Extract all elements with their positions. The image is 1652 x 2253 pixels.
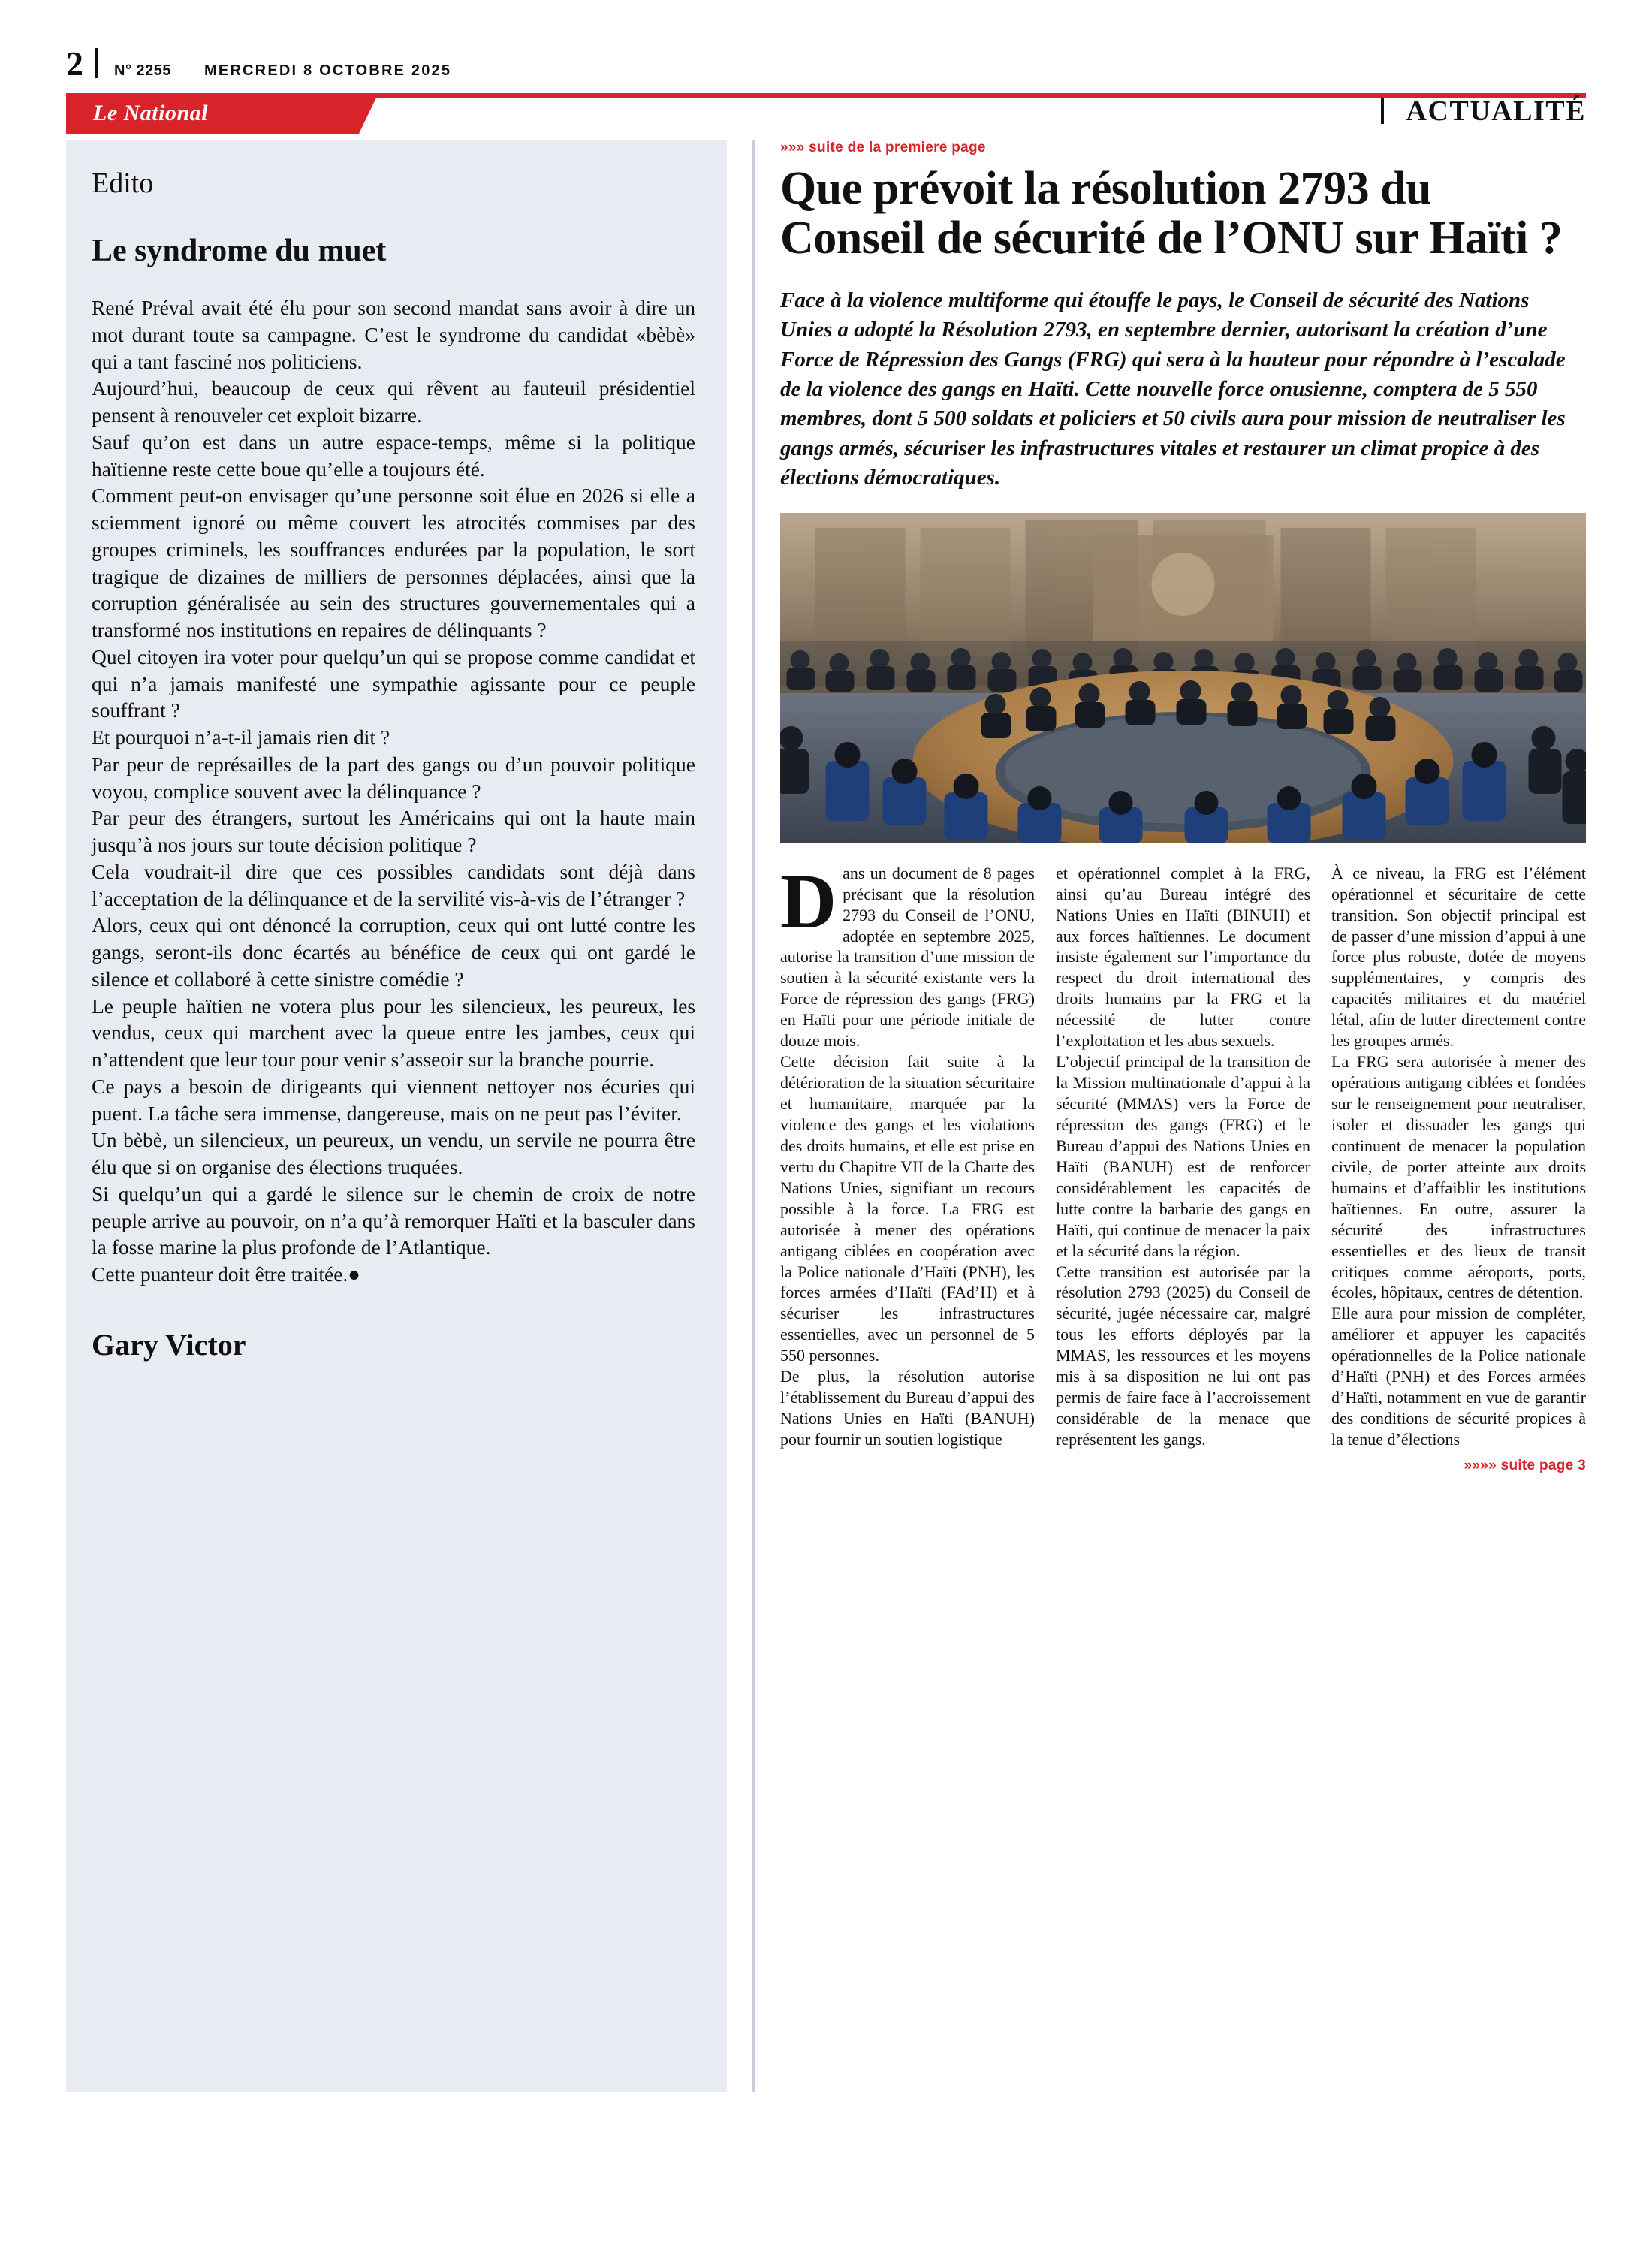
edito-signature: Gary Victor bbox=[92, 1327, 246, 1362]
section-label bbox=[1381, 95, 1586, 128]
article-column-1 bbox=[780, 858, 1035, 1450]
edito-paragraph: Cela voudrait-il dire que ces possibles candidats sont déjà dans l’acceptation de la délinquance et de la servilité vis-à-vis de l’étranger ? bbox=[92, 859, 695, 910]
page-number: 2 bbox=[66, 44, 83, 83]
brand-flag bbox=[66, 93, 359, 134]
article-paragraph: Dans un document de 8 pages précisant que la résolution 2793 du Conseil de l’ONU, adoptée en septembre 2025, autorise la transition d’une mission de soutien à la sécurité existante vers la Force de répression des gangs (FRG) en Haïti pour une période initiale de douze mois. bbox=[780, 858, 1035, 1051]
edito-paragraph: Cette puanteur doit être traitée.● bbox=[92, 1262, 360, 1286]
edito-paragraph: Sauf qu’on est dans un autre espace-temps, même si la politique haïtienne reste cette boue qu’elle a toujours été. bbox=[92, 430, 695, 481]
article-column bbox=[780, 140, 1586, 2092]
edito-column bbox=[66, 140, 727, 2092]
edito-kicker: Edito bbox=[92, 167, 154, 199]
column-divider bbox=[752, 140, 755, 2092]
edito-paragraph: Par peur des étrangers, surtout les Américains qui ont la haute main jusqu’à nos jours sur toute décision politique ? bbox=[92, 806, 695, 856]
article-headline: Que prévoit la résolution 2793 du Conseil de sécurité de l’ONU sur Haïti ? bbox=[780, 163, 1563, 264]
article-column-3 bbox=[1331, 863, 1586, 1450]
masthead bbox=[66, 0, 1586, 127]
article-paragraph: À ce niveau, la FRG est l’élément opérationnel et sécuritaire de cette transition. Son objectif principal est de passer d’une mission d’appui à une force plus robuste, dotée de moyens supplémentaires, y compris des capacités militaires et du matériel létal, afin de lutter directement contre les groupes armés. bbox=[1331, 863, 1586, 1051]
brand-name: Le National bbox=[93, 101, 208, 125]
folio-row bbox=[66, 45, 1586, 84]
article-paragraph: De plus, la résolution autorise l’établissement du Bureau d’appui des Nations Unies en Haïti (BANUH) pour fournir un soutien logistique bbox=[780, 1367, 1035, 1449]
issue-number: N° 2255 bbox=[114, 62, 171, 79]
page-content bbox=[66, 140, 1586, 2092]
security-council-chamber-image bbox=[780, 513, 1586, 843]
article-photo bbox=[780, 513, 1586, 843]
edito-paragraph: Si quelqu’un qui a gardé le silence sur le chemin de croix de notre peuple arrive au pouvoir, on n’a qu’à remorquer Haïti et la basculer dans la fosse marine la plus profonde de l’Atlantique. bbox=[92, 1181, 695, 1259]
edito-paragraph: Un bèbè, un silencieux, un peureux, un vendu, un servile ne pourra être élu que si on organise des élections truquées. bbox=[92, 1128, 695, 1178]
article-paragraph: Cette décision fait suite à la détérioration de la situation sécuritaire et humanitaire, marquée par la violence des gangs et les violations des droits humains, et elle est prise en vertu du Chapitre VII de la Charte des Nations Unies, signifiant un recours possible à la force. La FRG est autorisée à mener des opérations antigang ciblées en coopération avec la Police nationale d’Haïti (PNH), les forces armées d’Haïti (FAd’H) et à sécuriser les infrastructures essentielles, avec un personnel de 5 550 personnes. bbox=[780, 1052, 1035, 1365]
article-paragraph: L’objectif principal de la transition de la Mission multinationale d’appui à la sécurité (MMAS) vers la Force de répression des gangs (FRG) et le Bureau d’appui des Nations Unies en Haïti (BANUH) est de renforcer considérablement les capacités de lutte contre la barbarie des gangs en Haïti, qui continue de menacer la paix et la sécurité dans la région. bbox=[1056, 1052, 1310, 1260]
edito-paragraph: Comment peut-on envisager qu’une personne soit élue en 2026 si elle a sciemment ignoré ou même couvert les atrocités commises par des groupes criminels, les souffrances endurées par la population, le sort tragique de dizaines de milliers de personnes déplacées, ainsi que la corruption généralisée au sein des structures gouvernementales qui a transformé nos institutions en repaires de délinquants ? bbox=[92, 484, 695, 641]
brand-row bbox=[66, 93, 1586, 135]
article-paragraph: Cette transition est autorisée par la résolution 2793 (2025) du Conseil de sécurité, jugée nécessaire car, malgré tous les efforts déployés par la MMAS, les ressources et les moyens mis à sa disposition ne lui ont pas permis de faire face à l’accroissement considérable de la menace que représentent les gangs. bbox=[1056, 1262, 1310, 1449]
edito-paragraph: Le peuple haïtien ne votera plus pour les silencieux, les peureux, les vendus, ceux qui marchent avec la queue entre les jambes, ceux qui n’attendent que leur tour pour venir s’asseoir sur la branche pourrie. bbox=[92, 994, 695, 1071]
article-paragraph: Elle aura pour mission de compléter, améliorer et appuyer les capacités opérationnelles de la Police nationale d’Haïti (PNH) et des Forces armées d’Haïti, notamment en vue de garantir des conditions de sécurité propices à la tenue d’élections bbox=[1331, 1304, 1586, 1449]
article-paragraph: et opérationnel complet à la FRG, ainsi qu’au Bureau intégré des Nations Unies en Haïti (BINUH) et aux forces haïtiennes. Le document insiste également sur l’importance du respect du droit international des droits humains par la FRG et la nécessité de lutter contre l’exploitation et les abus sexuels. bbox=[1056, 863, 1310, 1051]
edito-body bbox=[92, 294, 695, 1288]
issue-date: MERCREDI 8 OCTOBRE 2025 bbox=[204, 62, 452, 79]
edito-paragraph: Alors, ceux qui ont dénoncé la corruption, ceux qui ont lutté contre les gangs, seront-ils donc écartés au bénéfice de ceux qui ont gardé le silence et collaboré à cette sinistre comédie ? bbox=[92, 913, 695, 991]
edito-title: Le syndrome du muet bbox=[92, 234, 387, 268]
section-title: ACTUALITÉ bbox=[1406, 95, 1586, 127]
continuation-note-top: »»» suite de la premiere page bbox=[780, 140, 986, 155]
edito-paragraph: Et pourquoi n’a-t-il jamais rien dit ? bbox=[92, 725, 390, 749]
edito-paragraph: Aujourd’hui, beaucoup de ceux qui rêvent au fauteuil présidentiel pensent à renouveler cet exploit bizarre. bbox=[92, 376, 695, 427]
article-standfirst: Face à la violence multiforme qui étouffe le pays, le Conseil de sécurité des Nations Unies a adopté la Résolution 2793, en septembre dernier, autorisant la création d’une Force de Répression des Gangs (FRG) qui sera à la hauteur pour répondre à l’escalade de la violence des gangs en Haïti. Cette nouvelle force onusienne, comptera de 5 550 membres, dont 5 500 soldats et policiers et 50 civils aura pour mission de neutraliser les gangs armés, sécuriser les infrastructures vitales et restaurer un climat propice à des élections démocratiques. bbox=[780, 288, 1566, 490]
edito-paragraph: Ce pays a besoin de dirigeants qui viennent nettoyer nos écuries qui puent. La tâche sera immense, dangereuse, mais on ne peut pas l’éviter. bbox=[92, 1074, 695, 1125]
continuation-note-bottom: »»»» suite page 3 bbox=[1464, 1457, 1586, 1473]
edito-paragraph: Par peur de représailles de la part des gangs ou d’un pouvoir politique voyou, complice souvent avec la délinquance ? bbox=[92, 752, 695, 803]
article-column-2 bbox=[1056, 863, 1310, 1450]
article-columns bbox=[780, 858, 1586, 1450]
article-paragraph: La FRG sera autorisée à mener des opérations antigang ciblées et fondées sur le renseignement pour neutraliser, isoler et dissuader les gangs qui continuent de menacer la population civile, de porter atteinte aux droits humains et d’affaiblir les institutions haïtiennes. En outre, assurer la sécurité des infrastructures essentielles et des lieux de transit critiques comme aéroports, ports, écoles, hôpitaux, centres de détention. bbox=[1331, 1052, 1586, 1302]
folio-divider bbox=[95, 48, 98, 78]
edito-paragraph: Quel citoyen ira voter pour quelqu’un qui se propose comme candidat et qui n’a jamais manifesté une sympathie agissante pour ce peuple souffrant ? bbox=[92, 644, 695, 722]
section-pipe-icon bbox=[1381, 98, 1384, 124]
edito-paragraph: René Préval avait été élu pour son second mandat sans avoir à dire un mot durant toute sa campagne. C’est le syndrome du candidat «bèbè» qui a tant fasciné nos politiciens. bbox=[92, 296, 695, 373]
